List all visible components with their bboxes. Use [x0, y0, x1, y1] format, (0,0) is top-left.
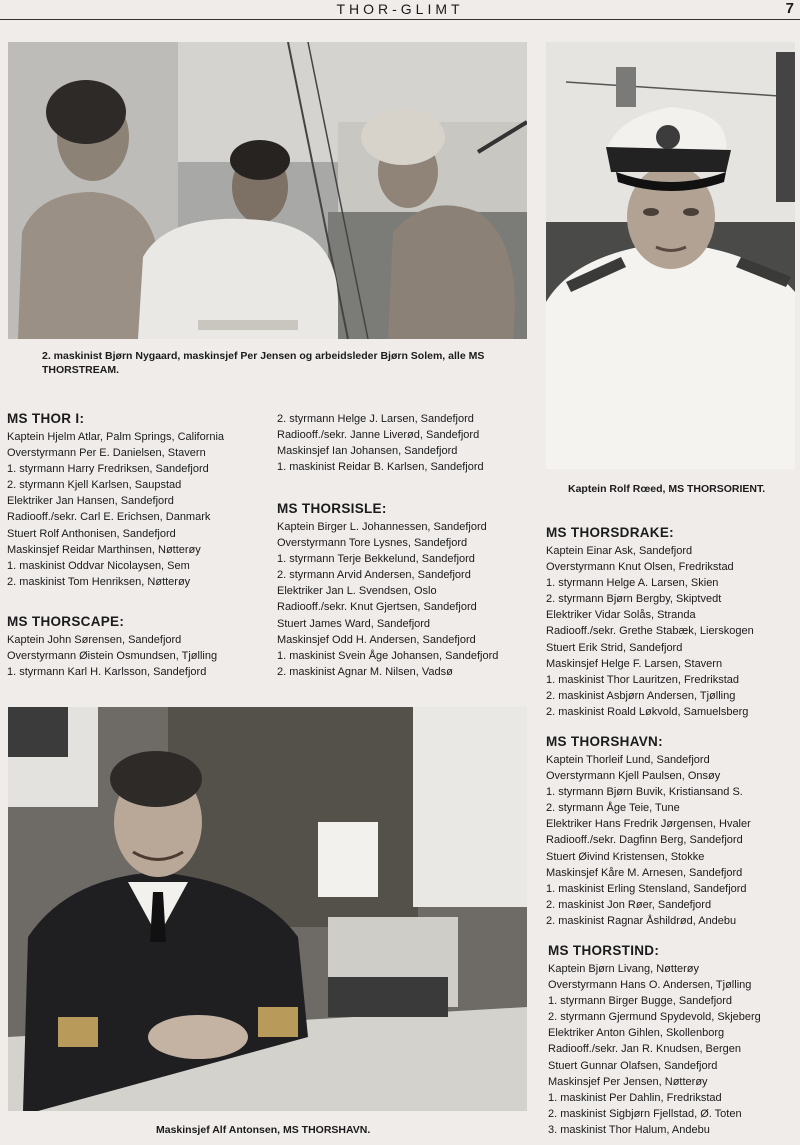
crew-entry: Stuert Øivind Kristensen, Stokke — [546, 850, 705, 863]
crew-entry: 3. maskinist Thor Halum, Andebu — [548, 1123, 710, 1136]
crew-entry: 1. styrmann Birger Bugge, Sandefjord — [548, 995, 733, 1008]
crew-entry: 2. styrmann Helge J. Larsen, Sandefjord — [277, 413, 474, 425]
crew-entry: Kaptein Thorleif Lund, Sandefjord — [546, 754, 710, 766]
photo-captain-thorsorient-image — [546, 42, 795, 469]
crew-entry: 2. styrmann Åge Teie, Tune — [546, 802, 680, 815]
crew-entry: Elektriker Hans Fredrik Jørgensen, Hvaler — [546, 818, 751, 831]
section-title: MS THORSTIND: — [548, 943, 660, 958]
crew-entry: 1. maskinist Reidar B. Karlsen, Sandefjord — [277, 461, 484, 474]
section-ms-thorshavn — [546, 733, 751, 929]
crew-entry: Radiooff./sekr. Grethe Stabæk, Lierskogen — [546, 625, 754, 638]
crew-entry: 1. maskinist Thor Lauritzen, Fredrikstad — [546, 673, 739, 686]
crew-entry: Radiooff./sekr. Jan R. Knudsen, Bergen — [548, 1043, 742, 1056]
crew-entry: 1. styrmann Terje Bekkelund, Sandefjord — [277, 553, 475, 566]
crew-entry: 2. maskinist Ragnar Åshildrød, Andebu — [546, 914, 737, 927]
crew-entry: Kaptein Bjørn Livang, Nøtterøy — [548, 963, 700, 975]
crew-entry: 2. styrmann Gjermund Spydevold, Skjeberg — [548, 1011, 761, 1024]
crew-list — [548, 961, 761, 1138]
crew-list — [277, 519, 498, 680]
crew-entry: Overstyrmann Per E. Danielsen, Stavern — [7, 447, 206, 460]
section-ms-thor-1 — [7, 410, 224, 590]
photo-chief-engineer-thorshavn — [8, 707, 527, 1111]
crew-entry: Radiooff./sekr. Dagfinn Berg, Sandefjord — [546, 834, 743, 847]
page-header — [0, 0, 800, 20]
crew-entry: Overstyrmann Kjell Paulsen, Onsøy — [546, 770, 721, 783]
crew-entry: Kaptein Einar Ask, Sandefjord — [546, 545, 693, 557]
crew-entry: 2. styrmann Kjell Karlsen, Saupstad — [7, 479, 182, 492]
crew-entry: Maskinsjef Helge F. Larsen, Stavern — [546, 657, 723, 670]
section-title: MS THOR I: — [7, 411, 85, 426]
crew-entry: Overstyrmann Knut Olsen, Fredrikstad — [546, 561, 734, 574]
crew-list — [546, 543, 754, 720]
crew-entry: 2. maskinist Sigbjørn Fjellstad, Ø. Toten — [548, 1107, 742, 1120]
section-ms-thor-1-continued — [277, 411, 484, 475]
crew-entry: Stuert Rolf Anthonisen, Sandefjord — [7, 527, 176, 540]
section-ms-thorsisle — [277, 500, 498, 680]
crew-entry: Radiooff./sekr. Janne Liverød, Sandefjord — [277, 429, 480, 442]
crew-list — [7, 632, 217, 680]
crew-list — [277, 411, 484, 475]
caption-thorshavn: Maskinsjef Alf Antonsen, MS THORSHAVN. — [156, 1124, 371, 1136]
page-number: 7 — [785, 0, 794, 17]
crew-entry: Overstyrmann Hans O. Andersen, Tjølling — [548, 979, 752, 992]
section-ms-thorscape — [7, 613, 217, 680]
crew-entry: Radiooff./sekr. Knut Gjertsen, Sandefjord — [277, 601, 477, 614]
crew-entry: 1. maskinist Erling Stensland, Sandefjord — [546, 882, 747, 895]
crew-entry: Maskinsjef Reidar Marthinsen, Nøtterøy — [7, 543, 201, 556]
crew-entry: Kaptein John Sørensen, Sandefjord — [7, 634, 182, 646]
crew-entry: 2. maskinist Agnar M. Nilsen, Vadsø — [277, 665, 453, 678]
photo-chief-engineer-thorshavn-image — [8, 707, 527, 1111]
caption-thorsorient: Kaptein Rolf Rœed, MS THORSORIENT. — [568, 483, 766, 495]
crew-entry: 2. styrmann Bjørn Bergby, Skiptvedt — [546, 593, 722, 606]
section-ms-thorsdrake — [546, 524, 754, 720]
crew-entry: Stuert James Ward, Sandefjord — [277, 617, 431, 630]
photo-thorstream-crew-image — [8, 42, 527, 339]
section-title: MS THORSCAPE: — [7, 614, 125, 629]
section-title: MS THORSHAVN: — [546, 734, 663, 749]
crew-entry: Maskinsjef Per Jensen, Nøtterøy — [548, 1075, 708, 1088]
crew-entry: Kaptein Hjelm Atlar, Palm Springs, California — [7, 431, 225, 443]
crew-entry: 1. styrmann Karl H. Karlsson, Sandefjord — [7, 666, 207, 679]
crew-entry: Elektriker Jan L. Svendsen, Oslo — [277, 585, 437, 598]
crew-entry: 1. maskinist Oddvar Nicolaysen, Sem — [7, 559, 190, 572]
crew-list — [546, 752, 751, 929]
crew-entry: 2. maskinist Tom Henriksen, Nøtterøy — [7, 575, 191, 588]
crew-list — [7, 429, 224, 590]
crew-entry: Maskinsjef Kåre M. Arnesen, Sandefjord — [546, 866, 743, 879]
crew-entry: 2. maskinist Jon Røer, Sandefjord — [546, 898, 712, 911]
section-title: MS THORSISLE: — [277, 501, 387, 516]
photo-captain-thorsorient — [546, 42, 795, 469]
magazine-title: THOR-GLIMT — [336, 1, 464, 17]
section-ms-thorstind — [548, 942, 761, 1138]
crew-entry: 2. maskinist Asbjørn Andersen, Tjølling — [546, 689, 736, 702]
crew-entry: 1. styrmann Helge A. Larsen, Skien — [546, 577, 719, 590]
crew-entry: 1. maskinist Per Dahlin, Fredrikstad — [548, 1091, 722, 1104]
caption-thorstream: 2. maskinist Bjørn Nygaard, maskinsjef Per Jensen og arbeidsleder Bjørn Solem, alle MS THORSTREAM. — [42, 350, 485, 376]
crew-entry: Elektriker Anton Gihlen, Skollenborg — [548, 1027, 725, 1040]
crew-entry: 1. styrmann Harry Fredriksen, Sandefjord — [7, 463, 209, 476]
crew-entry: Overstyrmann Øistein Osmundsen, Tjølling — [7, 650, 218, 663]
crew-entry: 2. styrmann Arvid Andersen, Sandefjord — [277, 569, 471, 582]
crew-entry: Stuert Gunnar Olafsen, Sandefjord — [548, 1059, 718, 1072]
crew-entry: Kaptein Birger L. Johannessen, Sandefjord — [277, 521, 487, 533]
crew-entry: 1. maskinist Svein Åge Johansen, Sandefjord — [277, 649, 499, 662]
crew-entry: Radiooff./sekr. Carl E. Erichsen, Danmark — [7, 511, 211, 524]
crew-entry: Maskinsjef Odd H. Andersen, Sandefjord — [277, 633, 476, 646]
crew-entry: Overstyrmann Tore Lysnes, Sandefjord — [277, 537, 468, 550]
crew-entry: Elektriker Jan Hansen, Sandefjord — [7, 495, 174, 508]
crew-entry: Maskinsjef Ian Johansen, Sandefjord — [277, 445, 458, 458]
section-title: MS THORSDRAKE: — [546, 525, 674, 540]
crew-entry: 1. styrmann Bjørn Buvik, Kristiansand S. — [546, 786, 743, 799]
crew-entry: Elektriker Vidar Solås, Stranda — [546, 609, 696, 622]
crew-entry: Stuert Erik Strid, Sandefjord — [546, 641, 683, 654]
photo-thorstream-crew — [8, 42, 527, 339]
crew-entry: 2. maskinist Roald Løkvold, Samuelsberg — [546, 705, 749, 718]
